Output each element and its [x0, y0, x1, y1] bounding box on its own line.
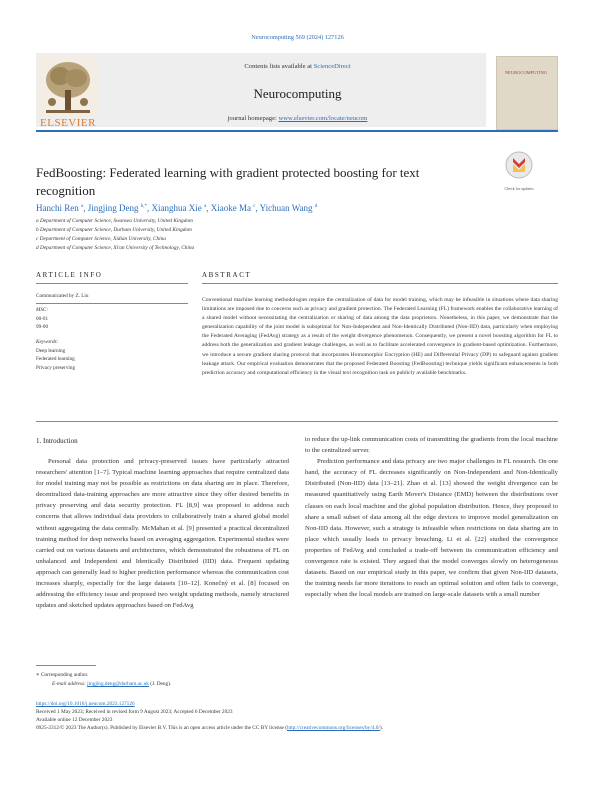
article-info-heading: ARTICLE INFO	[36, 271, 103, 279]
crossmark-icon[interactable]	[502, 150, 536, 184]
email-label: E-mail address:	[52, 681, 88, 687]
msc-code: 00-01	[36, 315, 49, 322]
abstract-heading: ABSTRACT	[202, 271, 252, 279]
msc-code: 99-00	[36, 324, 49, 331]
author[interactable]: Hanchi Ren $^a$	[36, 203, 84, 213]
paragraph: to reduce the up-link communication costs of transmitting the gradients from the local machine to the centralized server.	[305, 436, 558, 455]
affiliation: c Department of Computer Science, Xidian University, China	[36, 236, 166, 242]
affiliation: b Department of Computer Science, Durham University, United Kingdom	[36, 227, 192, 233]
doi-link[interactable]: https://doi.org/10.1016/j.neucom.2023.127126	[36, 701, 135, 707]
header-divider	[36, 130, 558, 132]
keyword: Privacy preserving	[36, 364, 76, 371]
keywords-block	[36, 338, 186, 372]
journal-cover-thumbnail	[496, 56, 558, 130]
right-column	[305, 434, 558, 600]
article-title: FedBoosting: Federated learning with gradient protected boosting for text recognition	[36, 165, 420, 198]
homepage-prefix: journal homepage:	[227, 115, 279, 122]
publication-info	[36, 700, 558, 732]
asterisk-icon: ∗	[36, 672, 40, 678]
license-suffix: ).	[379, 725, 383, 731]
abstract-text: Conventional machine learning methodologies require the centralization of data for model training, which may be infeasible in situations where data sharing limitations are imposed due to concerns such as privacy and gradient protection. The Federated Learning (FL) framework enables the collaborative learning of a shared model without necessitating the centralization or sharing of data among the data proprietors. Nonetheless, in this paper, we demonstrate that the generalization capability of the joint model is suboptimal for Non-Independent and Non-Identically Distributed (Non-IID) data, particularly when employing the Federated Averaging (FedAvg) strategy as a result of the weight divergence phenomenon. Consequently, we present a novel boosting algorithm for FL to address both the generalization and gradient leakage challenges, as well as to facilitate accelerated convergence in gradient-based optimization. Furthermore, we introduce a secure gradient sharing protocol that incorporates Homomorphic Encryption (HE) and Differential Privacy (DP) to safeguard against gradient leakage attack. Our empirical evaluation demonstrates that the proposed Federated Boosting (FedBoosting) technique yields significant enhancements in both prediction accuracy and computational efficiency in the visual text recognition task on publicly available benchmarks.	[202, 297, 558, 376]
abstract-end-rule	[36, 421, 558, 422]
keywords-label: Keywords:	[36, 339, 59, 345]
received-dates: Received 1 May 2023; Received in revised form 9 August 2023; Accepted 6 December 2023	[36, 709, 233, 715]
sciencedirect-link[interactable]: ScienceDirect	[313, 63, 351, 70]
left-column	[36, 456, 289, 611]
abstract-rule	[202, 283, 558, 284]
affiliation: a Department of Computer Science, Swansea University, United Kingdom	[36, 218, 193, 224]
affiliation: d Department of Computer Science, Xi'an University of Technology, China	[36, 245, 195, 251]
msc-block	[36, 306, 186, 332]
paragraph: Prediction performance and data privacy are two major challenges in FL research. On one hand, the accuracy of FL decreases significantly on Non-Independent and Non-Identically Distributed (Non-IID) data [13–21]. Zhao et al. [13] showed the weight divergence can be measured quantitatively using Earth Mover's Distance (EMD) between the distributions over classes on each local machine and the global population distribution. Hence, they proposed to share a small subset of data among all the edge devices to improve model generalization on Non-IID data. However, such a strategy is infeasible when restrictions on data sharing are in place which usually leads to privacy breaching. Li et al. [22] studied the convergence properties of FedAvg and concluded a trade-off between its communication efficiency and convergence rate is existed. They argued that the model converges slowly on heterogeneous datasets. Based on our empirical study in this paper, we confirm that given Non-IID datasets, the training needs far more iterations to reach an optimal solution and often fails to converge, especially when the local models are trained on large-scale datasets with a small number	[305, 458, 558, 599]
journal-reference[interactable]: Neurocomputing 569 (2024) 127126	[251, 34, 344, 41]
footnote-rule	[36, 665, 96, 666]
author[interactable]: Yichuan Wang $^d$	[259, 203, 318, 213]
email-suffix: (J. Deng).	[148, 681, 172, 687]
keyword: Federated learning	[36, 356, 75, 363]
license-link[interactable]: http://creativecommons.org/licenses/by/4.0/	[286, 725, 380, 731]
cover-title: NEUROCOMPUTING	[504, 70, 548, 75]
homepage-link[interactable]: www.elsevier.com/locate/neucom	[278, 115, 368, 122]
section-heading: 1. Introduction	[36, 437, 78, 445]
paragraph: Personal data protection and privacy-preserved issues have particularly attracted researchers' attention [1–7]. Typical machine learning approaches that require centralized data for model training may not be possible as restrictions on data sharing are in place. Therefore, decentralized data-training approaches are more attractive since they offer desired benefits in privacy preserving and data security protection. FL [8,9] was proposed to address such concerns that allows individual data providers to collaboratively train a shared global model without aggregating the data centrally. McMahan et al. [9] presented a practical decentralized training method for deep networks based on averaging aggregation. Experimental studies were carried out on various datasets and architectures, which demonstrated the robustness of FL on unbalanced and Independent and Identically Distributed (IID) data. Frequent updating approach can generally lead to higher prediction performance whereas the communication cost increases sharply, especially for the large datasets [10–12]. Konečný et al. [8] focused on addressing the efficiency issue and proposed two weight updating methods, namely structured updates and sketched updates approaches based on FedAvg	[36, 458, 289, 610]
communicated-by: Communicated by Z. Liu	[36, 293, 89, 299]
footnote-email	[52, 681, 171, 687]
email-link[interactable]: jingjing.deng@durham.ac.uk	[87, 681, 149, 687]
msc-label: MSC:	[36, 307, 49, 313]
article-info-rule	[36, 283, 188, 284]
author-list: Hanchi Ren $^a$, Jingjing Deng $^{b,*}$, Xianghua Xie $^a$, Xiaoke Ma $^c$, Yichuan Wang $^d$	[36, 203, 318, 213]
elsevier-tree-logo-icon	[38, 56, 98, 118]
author[interactable]: Xiaoke Ma $^c$	[210, 203, 256, 213]
publisher-name: ELSEVIER	[40, 117, 96, 129]
available-online: Available online 12 December 2023	[36, 717, 113, 723]
license-line	[36, 724, 558, 732]
license-text: 0925-2312/© 2023 The Author(s). Published by Elsevier B.V. This is an open access article under the CC BY license (	[36, 725, 287, 731]
contents-prefix: Contents lists available at	[244, 63, 314, 70]
journal-name: Neurocomputing	[253, 86, 342, 101]
info-divider	[36, 303, 188, 304]
author[interactable]: Jingjing Deng $^{b,*}$	[87, 203, 147, 213]
footnote-corresponding	[36, 672, 88, 678]
crossmark-label[interactable]: Check for updates	[504, 186, 534, 191]
corresponding-text: Corresponding author.	[40, 672, 89, 678]
author[interactable]: Xianghua Xie $^a$	[151, 203, 207, 213]
keyword: Deep learning	[36, 347, 66, 354]
